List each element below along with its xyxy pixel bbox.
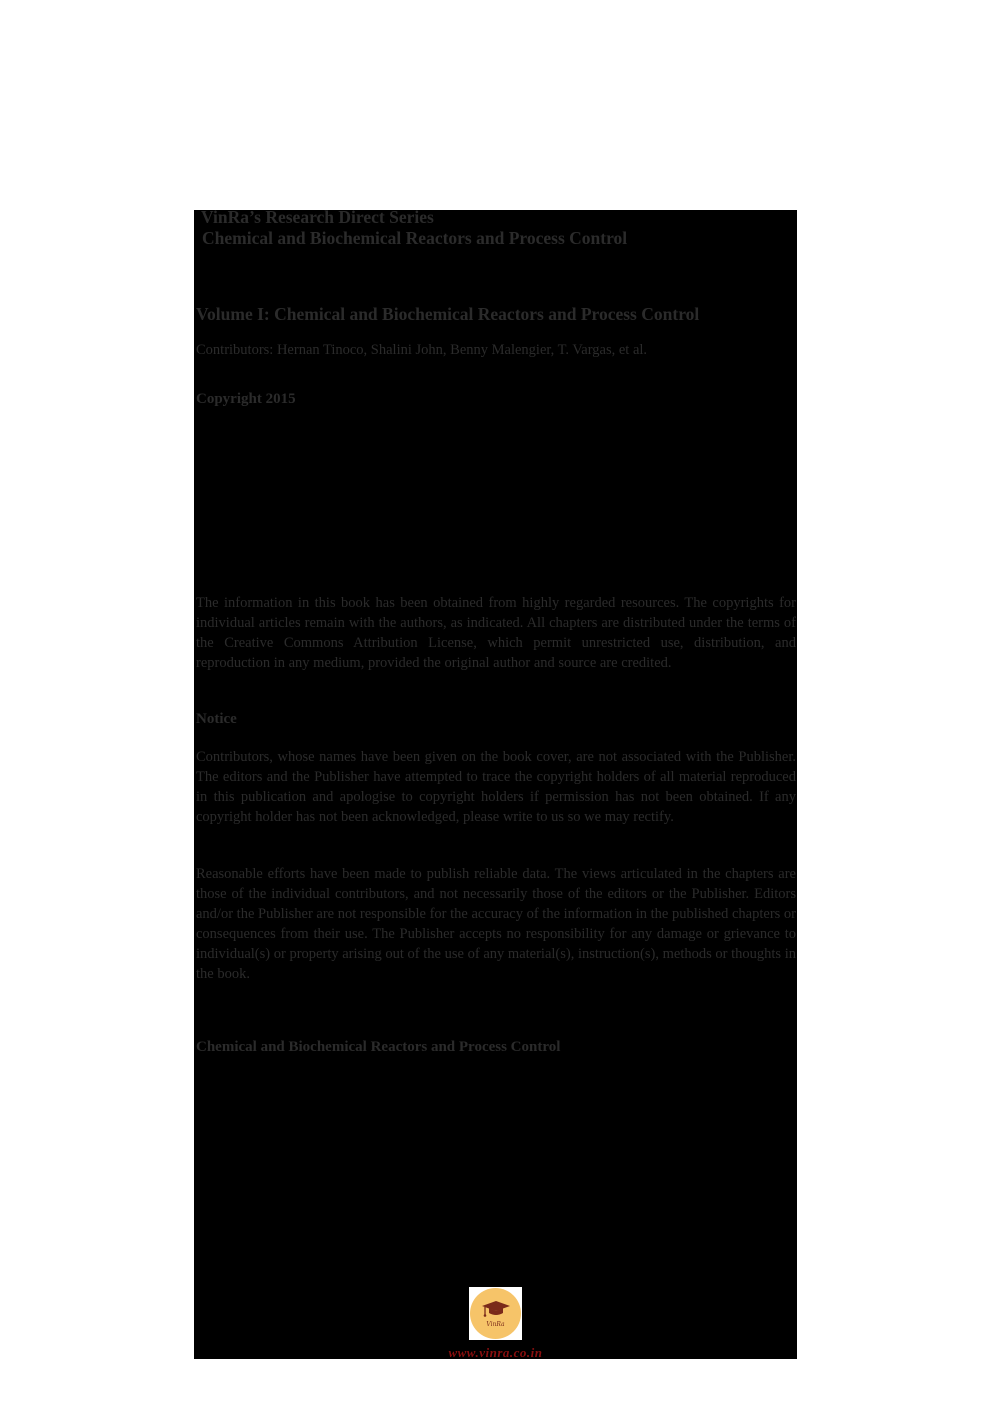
disclaimer-paragraph: Reasonable efforts have been made to publish reliable data. The views articulated in the chapters are those of the individual contributors, and not necessarily those of the editors or the Publisher. Editors and/or the Publisher are not responsible for the accuracy of the information in the published chapters or consequences from their use. The Publisher accepts no responsibility for any damage or grievance to individual(s) or property arising out of the use of any material(s), instruction(s), methods or thoughts in the book. [196, 866, 796, 982]
notice-heading: Notice [196, 711, 237, 727]
copyright-label: Copyright 2015 [196, 391, 296, 407]
volume-title: Volume I: Chemical and Biochemical Reactors and Process Control [196, 304, 700, 324]
rights-paragraph: The information in this book has been obtained from highly regarded resources. The copyrights for individual articles remain with the authors, as indicated. All chapters are distributed under the terms of the Creative Commons Attribution License, which permit unrestricted use, distribution, and reproduction in any medium, provided the original author and source are credited. [196, 595, 796, 671]
document-page [194, 207, 797, 1360]
graduation-cap-icon [481, 1300, 511, 1320]
notice-paragraph: Contributors, whose names have been given on the book cover, are not associated with the Publisher. The editors and the Publisher have attempted to trace the copyright holders of all material reproduced in this publication and apologise to copyright holders if permission has not been obtained. If any copyright holder has not been acknowledged, please write to us so we may rectify. [196, 749, 796, 825]
contributors-line: Contributors: Hernan Tinoco, Shalini John, Benny Malengier, T. Vargas, et al. [196, 342, 648, 358]
logo-circle [470, 1288, 521, 1339]
publisher-logo [469, 1287, 522, 1340]
logo-text: VinRa [486, 1320, 505, 1328]
publisher-website-link[interactable]: www.vinra.co.in [448, 1345, 543, 1360]
footer-book-title: Chemical and Biochemical Reactors and Process Control [196, 1039, 561, 1055]
series-title: VinRa’s Research Direct Series [201, 207, 434, 227]
book-title: Chemical and Biochemical Reactors and Process Control [202, 228, 628, 248]
